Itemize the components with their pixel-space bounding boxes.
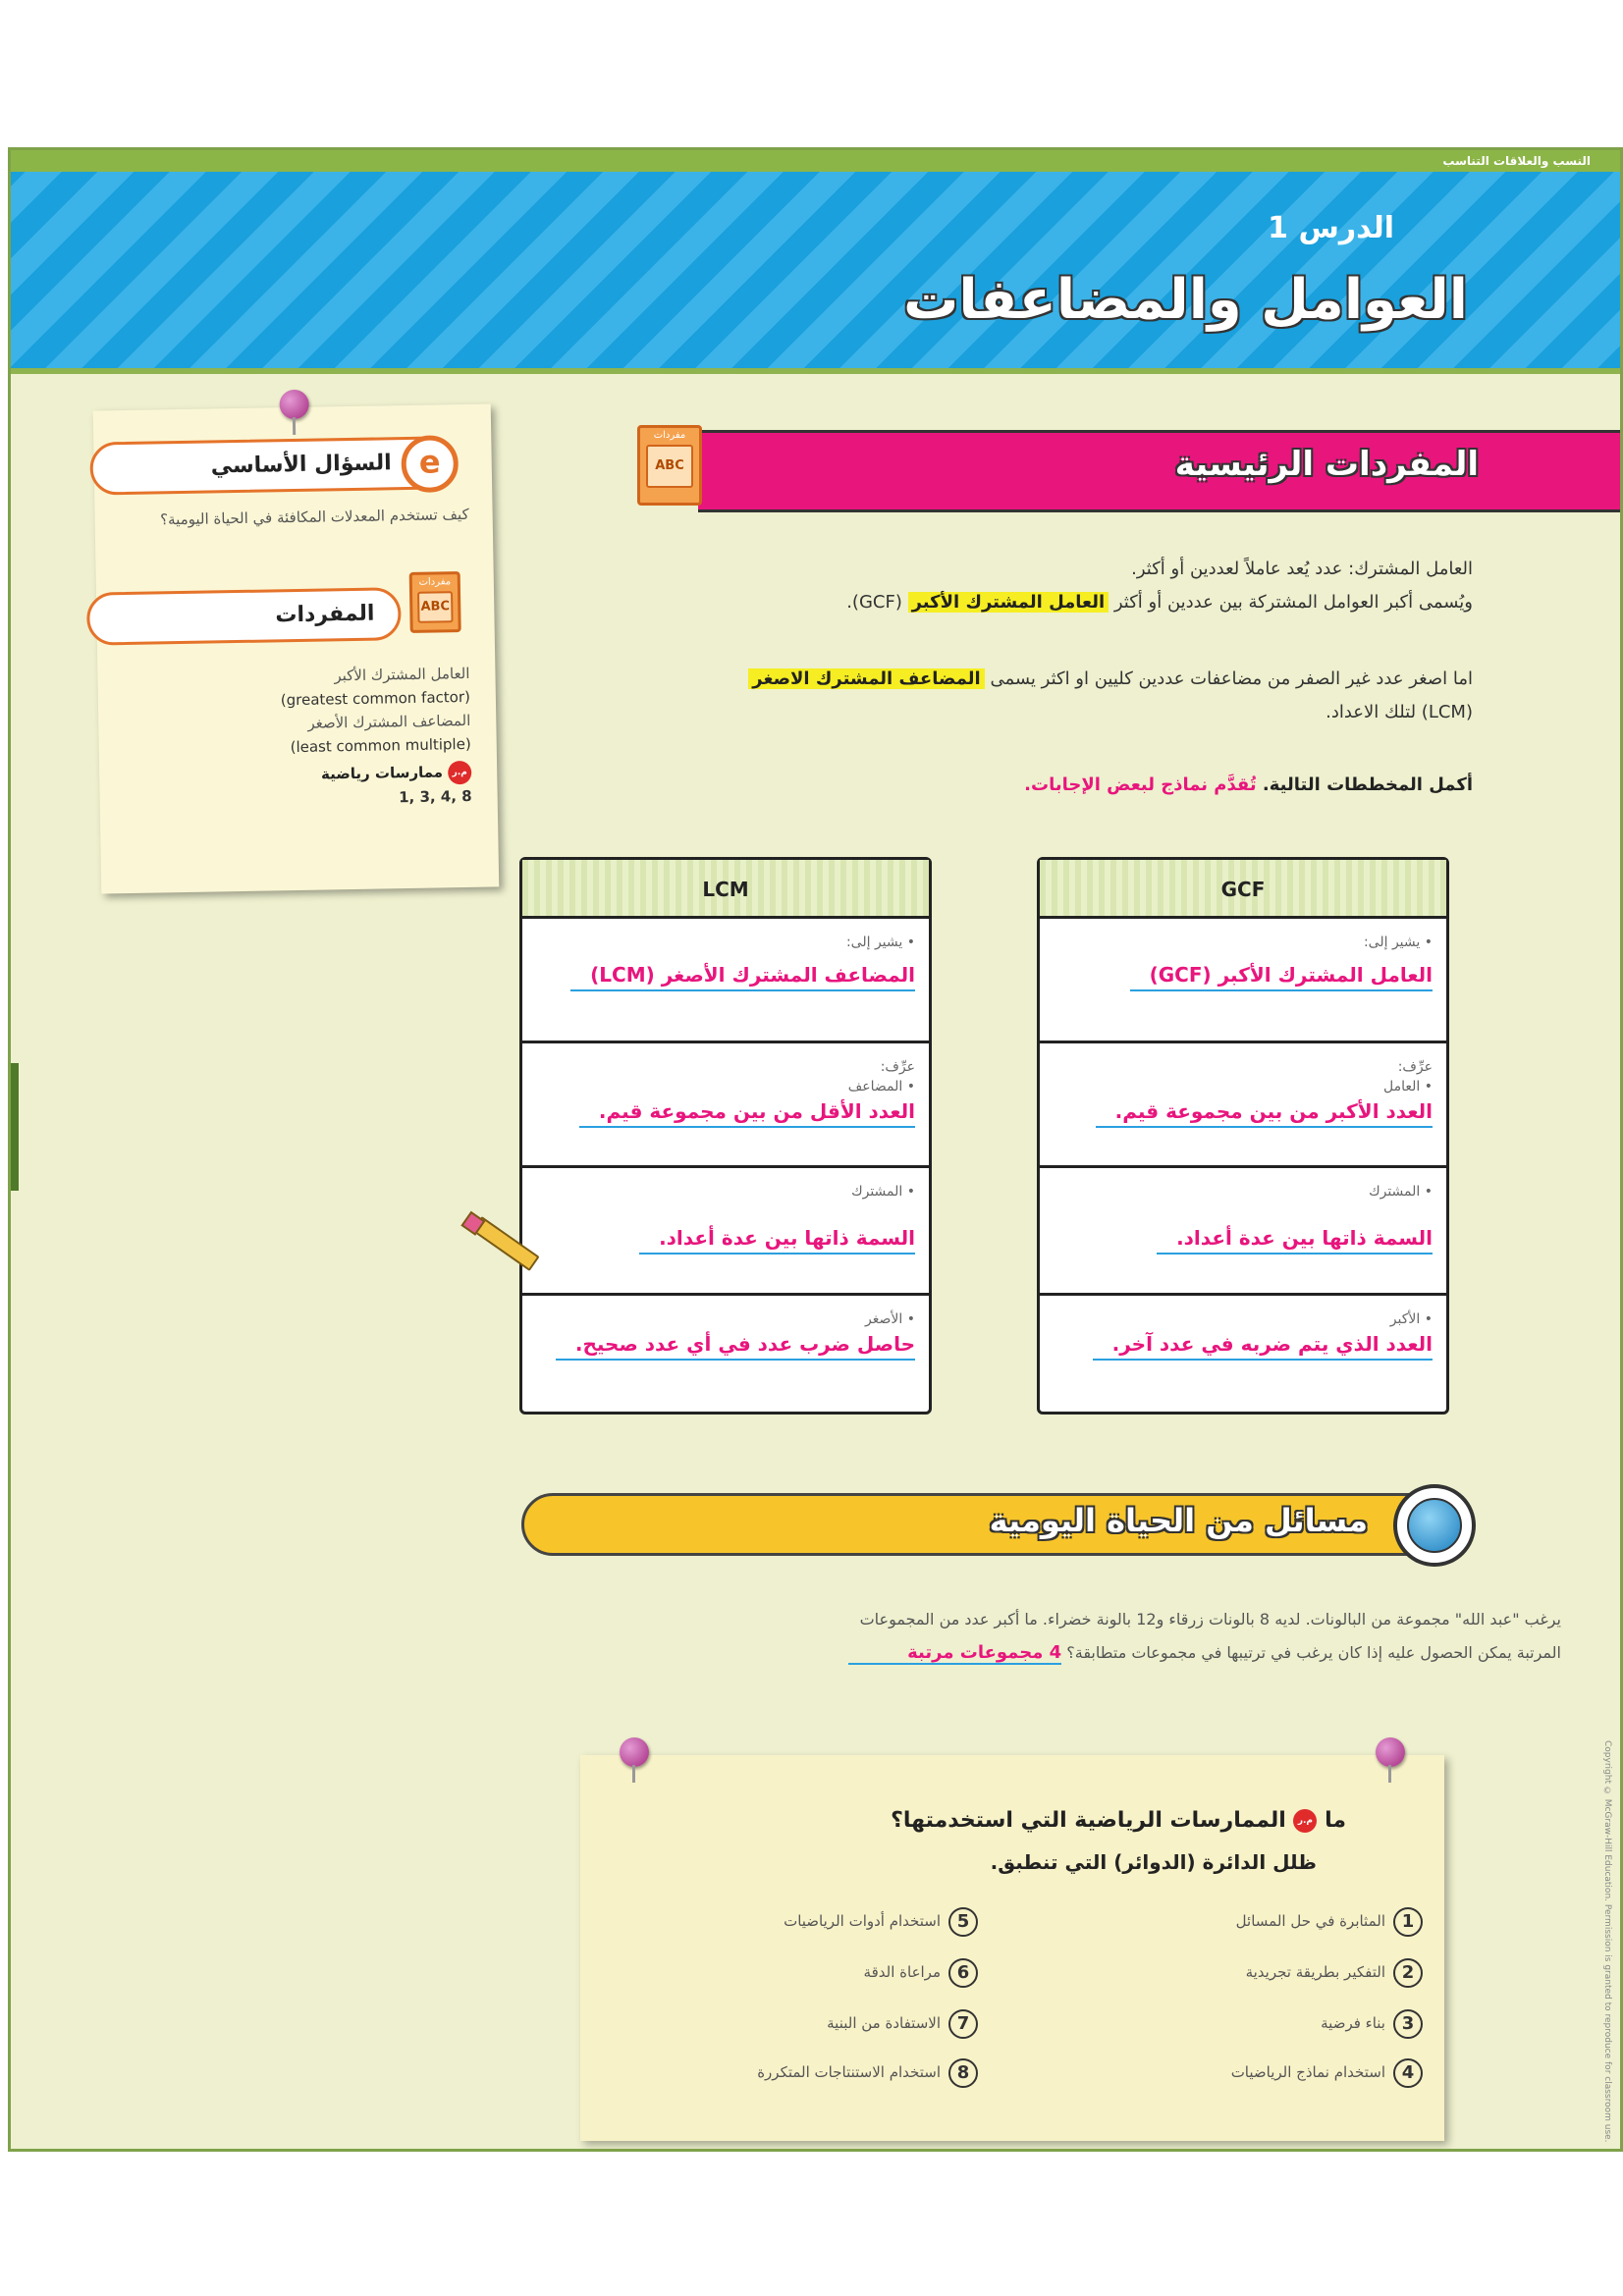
- option-circle[interactable]: 5: [948, 1907, 978, 1937]
- essential-question-icon: e: [401, 435, 459, 493]
- edge-tab: [11, 1063, 19, 1191]
- lcm-definition-line2: (LCM) لتلك الاعداد.: [1325, 702, 1473, 722]
- gcf-row-label: • الأكبر: [1389, 1311, 1433, 1327]
- lcm-row: [522, 919, 929, 1043]
- lcm-row-answer: العدد الأقل من بين مجموعة قيم.: [579, 1096, 915, 1128]
- gcf-row: [1040, 1296, 1446, 1412]
- lcm-table-header: LCM: [522, 860, 929, 919]
- option-circle[interactable]: 8: [948, 2058, 978, 2088]
- vocab-badge-label: مفردات: [418, 576, 452, 588]
- vocab-item: العامل المشترك الأكبر: [334, 664, 470, 685]
- lcm-definition: [540, 663, 1473, 729]
- instruction-note: تُقدَّم نماذج لبعض الإجابات.: [1024, 774, 1257, 795]
- option-label: استخدام نماذج الرياضيات: [1230, 2063, 1385, 2081]
- gcf-definition-line2: [589, 586, 1473, 619]
- gcf-row: [1040, 1168, 1446, 1296]
- key-vocabulary-icon: [637, 425, 702, 506]
- lesson-number: الدرس 1: [1268, 211, 1394, 245]
- gcf-row-label: • العامل: [1383, 1079, 1433, 1095]
- pushpin-icon: [279, 390, 309, 420]
- gcf-row: [1040, 1043, 1446, 1168]
- practice-option[interactable]: [1321, 2006, 1423, 2040]
- gcf-row-answer: العدد الأكبر من بين مجموعة قيم.: [1096, 1096, 1433, 1128]
- lcm-row-answer: حاصل ضرب عدد في أي عدد صحيح.: [556, 1329, 915, 1361]
- key-vocabulary-title: المفردات الرئيسية: [1174, 445, 1479, 484]
- globe-icon: [1393, 1484, 1476, 1567]
- vocabulary-icon: [409, 571, 461, 633]
- key-vocab-badge-glyph: ABC: [646, 445, 693, 488]
- math-practices-label: ممارسات رياضية: [320, 763, 444, 783]
- lcm-row-label: • المشترك: [851, 1184, 915, 1200]
- vocab-badge-glyph: ABC: [417, 591, 454, 623]
- math-practices-icon: م.ر: [1293, 1809, 1317, 1833]
- worksheet-page: [8, 147, 1623, 2152]
- problem-answer: 4 مجموعات مرتبة: [848, 1642, 1061, 1665]
- gcf-table-header: GCF: [1040, 860, 1446, 919]
- gcf-row: [1040, 919, 1446, 1043]
- option-label: استخدام الاستنتاجات المتكررة: [757, 2063, 941, 2081]
- key-vocab-badge-label: مفردات: [653, 430, 686, 441]
- gcf-row-label: • المشترك: [1369, 1184, 1433, 1200]
- instruction-text: أكمل المخططات التالية.: [1262, 774, 1473, 795]
- chapter-strip: النسب والعلاقات التناسب: [11, 150, 1620, 172]
- pushpin-icon: [620, 1737, 649, 1767]
- lesson-title: العوامل والمضاعفات: [903, 268, 1468, 332]
- essential-question-pill: [89, 436, 454, 495]
- lcm-definition-line1: [540, 663, 1473, 696]
- key-vocabulary-banner: [698, 430, 1623, 512]
- lcm-row-label: • يشير إلى:: [845, 934, 915, 950]
- option-circle[interactable]: 2: [1393, 1958, 1423, 1988]
- gcf-abbrev: (GCF).: [846, 592, 902, 613]
- practice-option[interactable]: [757, 2056, 978, 2089]
- gcf-table: [1037, 857, 1449, 1415]
- option-label: الاستفادة من البنية: [827, 2014, 941, 2032]
- vocabulary-label: المفردات: [275, 601, 375, 628]
- vocab-item: (least common multiple): [290, 734, 471, 757]
- lcm-row: [522, 1168, 929, 1296]
- gcf-row-answer: السمة ذاتها بين عدة أعداد.: [1157, 1223, 1433, 1255]
- practice-option[interactable]: [864, 1955, 978, 1989]
- vocab-list: [135, 662, 472, 813]
- real-world-banner: [521, 1493, 1469, 1556]
- lcm-row-label: • الأصغر: [865, 1311, 915, 1327]
- sidebar-note: [93, 404, 500, 894]
- diagram-instruction: [540, 769, 1473, 802]
- option-circle[interactable]: 7: [948, 2009, 978, 2039]
- lcm-highlight: المضاعف المشترك الاصغر: [748, 668, 984, 689]
- math-practices-numbers: 1, 3, 4, 8: [398, 786, 472, 806]
- vocab-item: (greatest common factor): [280, 687, 471, 710]
- essential-question-label: السؤال الأساسي: [210, 451, 392, 479]
- option-circle[interactable]: 4: [1393, 2058, 1423, 2088]
- essential-question-text: كيف تستخدم المعدلات المكافئة في الحياة اليومية؟: [159, 505, 469, 529]
- option-label: بناء فرضية: [1321, 2014, 1385, 2032]
- lcm-definition-text: اما اصغر عدد غير الصفر من مضاعفات عددين كليين او اكثر يسمى: [990, 668, 1473, 689]
- practices-question: [659, 1804, 1346, 1838]
- math-practices-note: [580, 1755, 1444, 2141]
- option-circle[interactable]: 1: [1393, 1907, 1423, 1937]
- option-circle[interactable]: 3: [1393, 2009, 1423, 2039]
- gcf-definition-text: ويُسمى أكبر العوامل المشتركة بين عددين أو أكثر: [1113, 592, 1473, 613]
- practice-option[interactable]: [784, 1904, 978, 1938]
- copyright-margin: Copyright © McGraw-Hill Education. Permission is granted to reproduce for classroom use.: [1602, 1740, 1612, 2143]
- practice-option[interactable]: [1231, 2056, 1423, 2089]
- lcm-table: [519, 857, 932, 1415]
- real-world-problem: [383, 1603, 1561, 1670]
- problem-line2: [383, 1636, 1561, 1670]
- practice-option[interactable]: [827, 2006, 978, 2040]
- practices-instruction: ظلل الدائرة (الدوائر) التي تنطبق.: [990, 1850, 1317, 1874]
- option-label: استخدام أدوات الرياضيات: [784, 1912, 941, 1930]
- gcf-definition-line1: العامل المشترك: عدد يُعد عاملاً لعددين أو أكثر.: [1131, 559, 1473, 579]
- pushpin-icon: [1376, 1737, 1405, 1767]
- option-label: مراعاة الدقة: [863, 1963, 941, 1981]
- gcf-row-label: • يشير إلى:: [1363, 934, 1433, 950]
- gcf-row-answer: العدد الذي يتم ضربه في عدد آخر.: [1093, 1329, 1433, 1361]
- problem-question: المرتبة يمكن الحصول عليه إذا كان يرغب في ترتيبها في مجموعات متطابقة؟: [1066, 1643, 1561, 1662]
- math-practices-icon: م.ر: [448, 760, 471, 783]
- real-world-title: مسائل من الحياة اليومية: [989, 1502, 1368, 1539]
- lcm-row: [522, 1296, 929, 1412]
- practices-question-text: الممارسات الرياضية التي استخدمتها؟: [891, 1808, 1286, 1833]
- vocabulary-pill: [86, 587, 402, 646]
- lesson-header: [11, 150, 1620, 374]
- lcm-row-answer: المضاعف المشترك الأصغر (LCM): [570, 960, 915, 991]
- option-label: المثابرة في حل المسائل: [1235, 1912, 1385, 1930]
- vocab-item: المضاعف المشترك الأصغر: [307, 711, 471, 732]
- lcm-row: [522, 1043, 929, 1168]
- lcm-row-label: عرِّف:: [880, 1059, 915, 1075]
- lcm-row-label: • المضاعف: [847, 1079, 915, 1095]
- lcm-row-answer: السمة ذاتها بين عدة أعداد.: [639, 1223, 915, 1255]
- gcf-row-answer: العامل المشترك الأكبر (GCF): [1130, 960, 1433, 991]
- gcf-highlight: العامل المشترك الأكبر: [908, 592, 1109, 613]
- gcf-row-label: عرِّف:: [1397, 1059, 1433, 1075]
- option-label: التفكير بطريقة تجريدية: [1245, 1963, 1385, 1981]
- practice-option[interactable]: [1236, 1904, 1423, 1938]
- option-circle[interactable]: 6: [948, 1958, 978, 1988]
- practices-question-prefix: ما: [1325, 1808, 1346, 1833]
- problem-line1: يرغب "عبد الله" مجموعة من البالونات. لديه 8 بالونات زرقاء و12 بالونة خضراء. ما أكبر عدد من المجموعات: [859, 1610, 1561, 1629]
- practice-option[interactable]: [1246, 1955, 1423, 1989]
- gcf-definition: [589, 553, 1473, 619]
